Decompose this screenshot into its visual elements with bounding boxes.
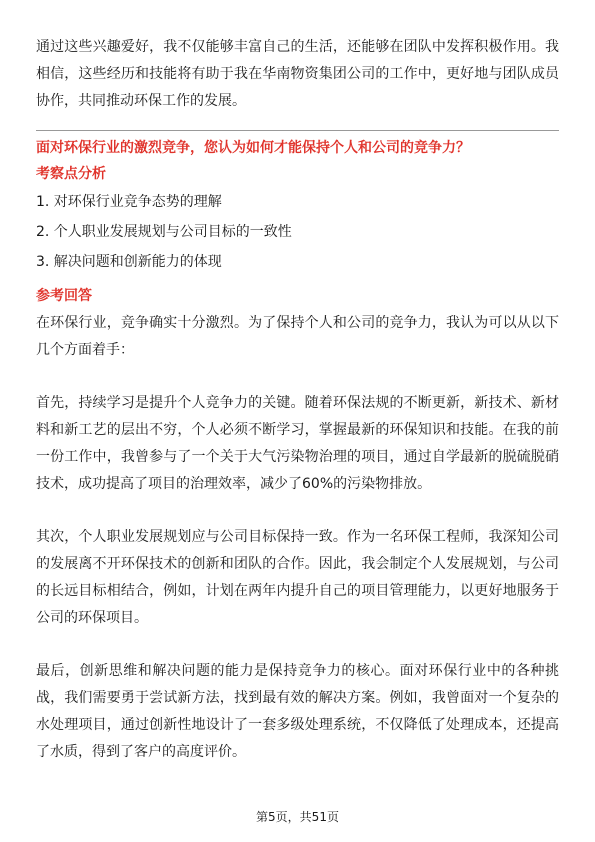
answer-paragraph: 最后，创新思维和解决问题的能力是保持竞争力的核心。面对环保行业中的各种挑战，我们需要勇于尝试新方法，找到最有效的解决方案。例如，我曾面对一个复杂的水处理项目，通过创新性地设计了一套多级处理系统，不仅降低了处理成本，还提高了水质，得到了客户的高度评价。	[36, 663, 559, 760]
analysis-point: 2. 个人职业发展规划与公司目标的一致性	[36, 224, 292, 240]
analysis-point: 1. 对环保行业竞争态势的理解	[36, 194, 222, 210]
analysis-point: 3. 解决问题和创新能力的体现	[36, 254, 222, 270]
answer-paragraph: 其次，个人职业发展规划应与公司目标保持一致。作为一名环保工程师，我深知公司的发展离不开环保技术的创新和团队的合作。因此，我会制定个人发展规划，与公司的长远目标相结合，例如，计划在两年内提升自己的项目管理能力，以更好地服务于公司的环保项目。	[36, 529, 559, 626]
reference-answer	[36, 310, 559, 766]
answer-paragraph: 在环保行业，竞争确实十分激烈。为了保持个人和公司的竞争力，我认为可以从以下几个方面着手：	[36, 315, 559, 358]
intro-paragraph: 通过这些兴趣爱好，我不仅能够丰富自己的生活，还能够在团队中发挥积极作用。我相信，这些经历和技能将有助于我在华南物资集团公司的工作中，更好地与团队成员协作，共同推动环保工作的发展。	[36, 39, 559, 109]
analysis-title: 考察点分析	[36, 166, 106, 182]
analysis-points	[36, 187, 292, 277]
answer-paragraph: 首先，持续学习是提升个人竞争力的关键。随着环保法规的不断更新，新技术、新材料和新工艺的层出不穷，个人必须不断学习，掌握最新的环保知识和技能。在我的前一份工作中，我曾参与了一个关于大气污染物治理的项目，通过自学最新的脱硫脱硝技术，成功提高了项目的治理效率，减少了60%的污染物排放。	[36, 395, 559, 492]
reference-title: 参考回答	[36, 288, 92, 304]
interview-question: 面对环保行业的激烈竞争，您认为如何才能保持个人和公司的竞争力？	[36, 140, 470, 156]
page-number: 第5页，共51页	[256, 810, 339, 824]
section-divider	[36, 130, 559, 131]
